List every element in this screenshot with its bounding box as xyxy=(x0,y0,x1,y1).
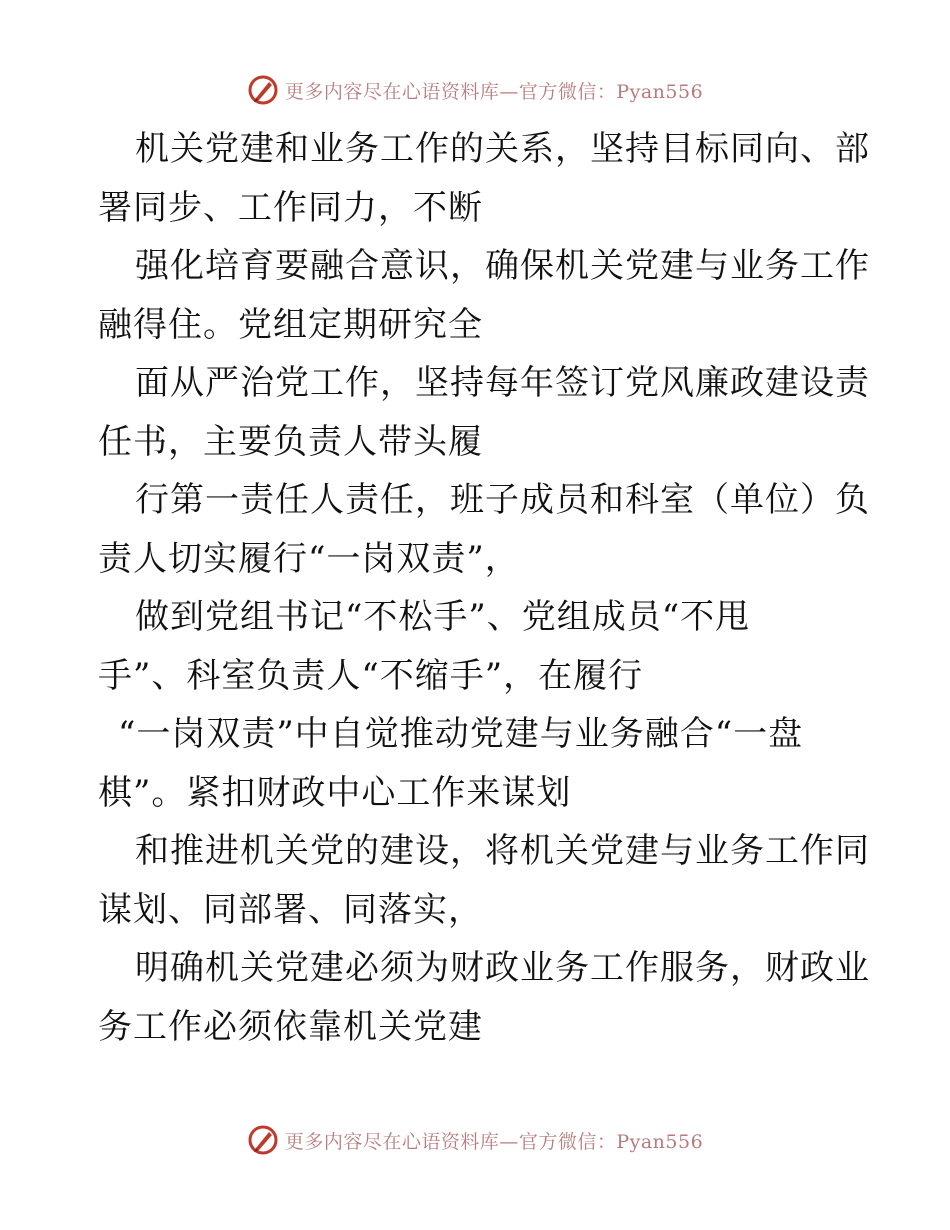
paragraph-line: 任书，主要负责人带头履 xyxy=(98,421,483,462)
paragraph-line: 做到党组书记“不松手”、党组成员“不甩 xyxy=(135,597,751,637)
footer-banner xyxy=(0,1120,950,1160)
paragraph-line: 融得住。党组定期研究全 xyxy=(98,304,483,345)
paragraph-line: 强化培育要融合意识，确保机关党建与业务工作 xyxy=(135,246,870,286)
paragraph-line: “一岗双责”中自觉推动党建与业务融合“一盘 xyxy=(118,714,804,754)
paragraph-line: 棋”。紧扣财政中心工作来谋划 xyxy=(98,772,572,813)
paragraph-line: 手”、科室负责人“不缩手”，在履行 xyxy=(98,655,644,696)
footer-banner-text: 更多内容尽在心语资料库—官方微信：Pyan556 xyxy=(284,1130,704,1153)
header-banner xyxy=(0,70,950,110)
paragraph-line: 面从严治党工作，坚持每年签订党风廉政建设责 xyxy=(135,363,870,403)
paragraph-line: 和推进机关党的建设，将机关党建与业务工作同 xyxy=(135,831,870,871)
pen-circle-logo-icon xyxy=(247,1124,279,1156)
paragraph-line: 署同步、工作同力，不断 xyxy=(98,187,483,228)
paragraph-line: 明确机关党建必须为财政业务工作服务，财政业 xyxy=(135,948,870,988)
header-banner-text: 更多内容尽在心语资料库—官方微信：Pyan556 xyxy=(284,80,704,103)
pen-circle-logo-icon xyxy=(247,74,279,106)
paragraph-line: 行第一责任人责任，班子成员和科室（单位）负 xyxy=(135,480,870,520)
document-body xyxy=(98,120,870,1056)
paragraph-line: 机关党建和业务工作的关系，坚持目标同向、部 xyxy=(135,129,870,169)
paragraph-line: 谋划、同部署、同落实， xyxy=(98,889,483,930)
paragraph-line: 务工作必须依靠机关党建 xyxy=(98,1006,483,1047)
paragraph-line: 责人切实履行“一岗双责”， xyxy=(98,538,520,579)
